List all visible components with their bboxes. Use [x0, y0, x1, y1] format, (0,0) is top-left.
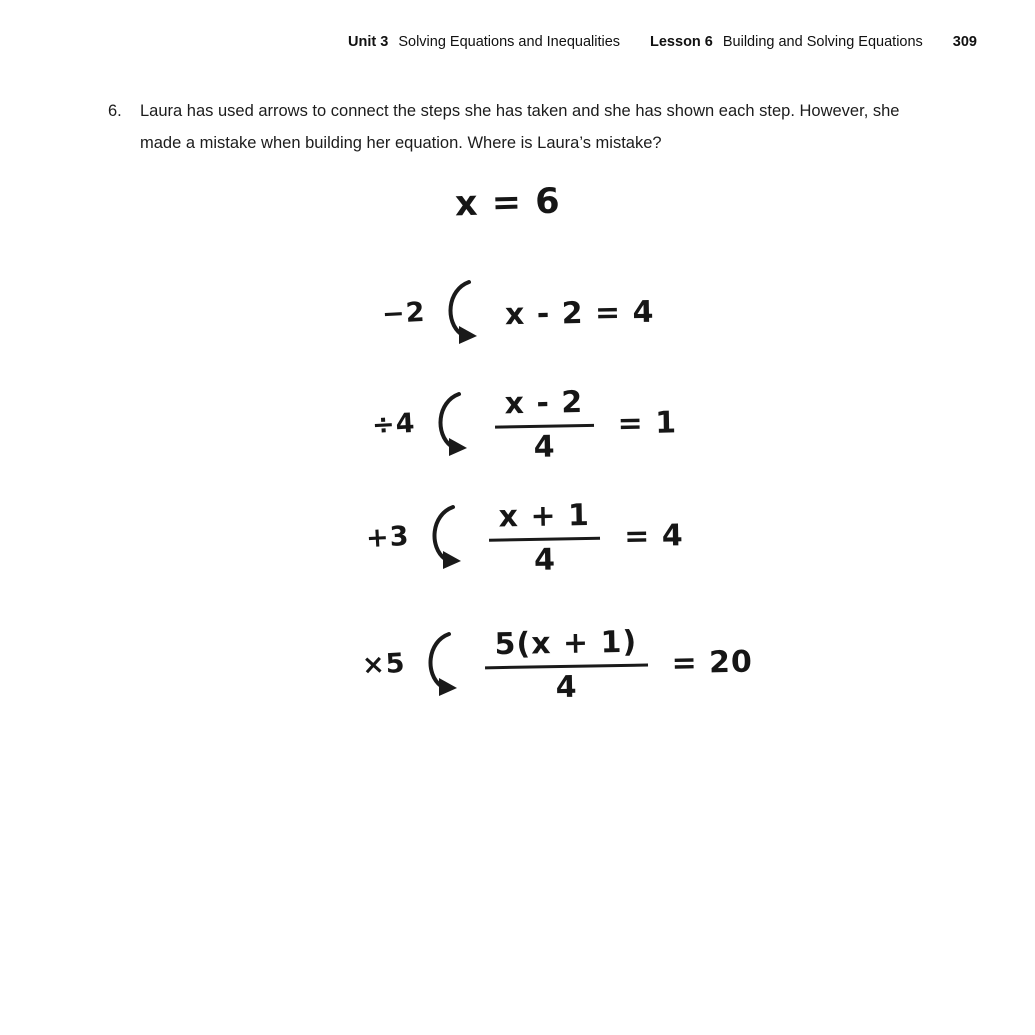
lesson-label: Lesson 6 [650, 34, 713, 50]
question-number: 6. [108, 102, 122, 120]
start-equation: x = 6 [454, 181, 562, 225]
work-step-2 [372, 385, 677, 464]
work-step-3 [366, 498, 684, 577]
equation-rhs: = 4 [624, 518, 685, 555]
equation [489, 496, 685, 578]
fraction-denominator: 4 [534, 542, 557, 578]
operation-label: +3 [365, 520, 411, 555]
equation-rhs: = 1 [617, 405, 678, 442]
fraction-denominator: 4 [533, 429, 557, 465]
fraction-denominator: 4 [555, 669, 579, 706]
operation-label: ×5 [361, 647, 407, 682]
equation [495, 383, 678, 465]
fraction [489, 498, 602, 579]
unit-title: Solving Equations and Inequalities [398, 34, 621, 50]
operation-label: ÷4 [371, 407, 417, 442]
fraction-numerator: x - 2 [495, 385, 594, 429]
curved-arrow-icon [429, 390, 473, 460]
fraction [485, 625, 649, 707]
running-head [0, 34, 977, 50]
curved-arrow-icon [423, 503, 467, 573]
page-number: 309 [952, 34, 977, 50]
equation [505, 294, 655, 332]
question-text: Laura has used arrows to connect the steps she has taken and she has shown each step. However, she made a mistake when building her equation. Where is Laura’s mistake? [140, 102, 900, 152]
fraction [495, 385, 595, 466]
question-6 [108, 95, 938, 159]
work-step-4 [362, 625, 753, 704]
curved-arrow-icon [439, 278, 483, 348]
fraction-numerator: x + 1 [489, 498, 601, 542]
unit-label: Unit 3 [348, 34, 389, 50]
operation-label: −2 [381, 296, 427, 330]
work-step-1 [382, 278, 655, 348]
lesson-title: Building and Solving Equations [722, 34, 923, 50]
fraction-numerator: 5(x + 1) [485, 625, 648, 670]
equation-text: x - 2 = 4 [505, 294, 656, 332]
equation [485, 623, 754, 707]
curved-arrow-icon [419, 630, 463, 700]
equation-rhs: = 20 [671, 644, 754, 682]
